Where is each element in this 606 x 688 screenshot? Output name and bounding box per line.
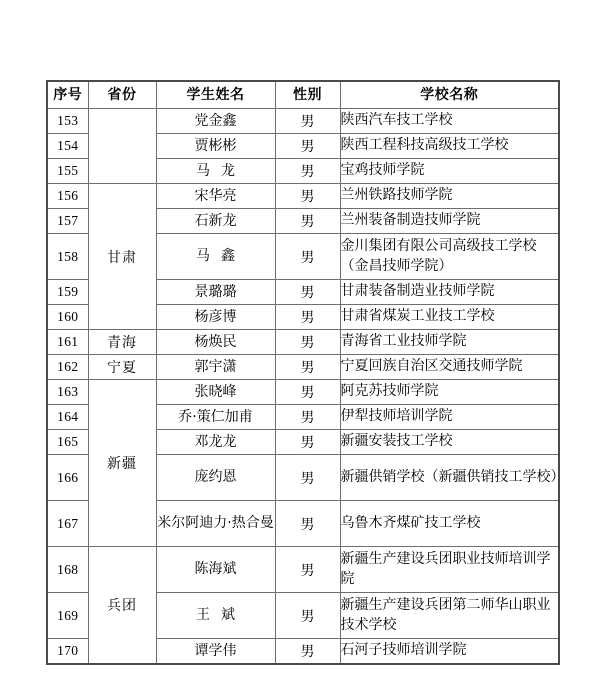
table-row: [47, 330, 559, 355]
cell-student-name: 景璐璐: [156, 280, 275, 305]
cell-school-name: 乌鲁木齐煤矿技工学校: [340, 501, 559, 547]
student-name-spaced: 马龙: [196, 162, 246, 179]
column-header-province: 省份: [88, 81, 156, 109]
cell-student-name: 杨彦博: [156, 305, 275, 330]
cell-gender: 男: [275, 405, 340, 430]
cell-school-name: 阿克苏技师学院: [340, 380, 559, 405]
cell-student-name: 石新龙: [156, 209, 275, 234]
cell-gender: 男: [275, 305, 340, 330]
cell-student-name: 党金鑫: [156, 109, 275, 134]
cell-index: 164: [47, 405, 88, 430]
cell-school-name: 兰州装备制造技师学院: [340, 209, 559, 234]
table-row: [47, 184, 559, 209]
cell-student-name: 乔·策仁加甫: [156, 405, 275, 430]
cell-school-name: 石河子技师培训学院: [340, 639, 559, 665]
cell-gender: 男: [275, 234, 340, 280]
cell-student-name: 庞约恩: [156, 455, 275, 501]
cell-province: 甘肃: [88, 184, 156, 330]
cell-student-name: 邓龙龙: [156, 430, 275, 455]
cell-student-name: [156, 159, 275, 184]
cell-student-name: 陈海斌: [156, 547, 275, 593]
cell-index: 154: [47, 134, 88, 159]
cell-school-name: 新疆生产建设兵团职业技师培训学院: [340, 547, 559, 593]
cell-province: [88, 109, 156, 184]
cell-index: 159: [47, 280, 88, 305]
cell-index: 153: [47, 109, 88, 134]
cell-index: 165: [47, 430, 88, 455]
cell-index: 163: [47, 380, 88, 405]
cell-index: 155: [47, 159, 88, 184]
cell-school-name: 新疆安装技工学校: [340, 430, 559, 455]
cell-index: 161: [47, 330, 88, 355]
cell-index: 168: [47, 547, 88, 593]
cell-gender: 男: [275, 330, 340, 355]
cell-school-name: 新疆供销学校（新疆供销技工学校）: [340, 455, 559, 501]
cell-index: 160: [47, 305, 88, 330]
cell-gender: 男: [275, 430, 340, 455]
cell-student-name: [156, 593, 275, 639]
table-row: [47, 109, 559, 134]
cell-student-name: 杨焕民: [156, 330, 275, 355]
cell-index: 162: [47, 355, 88, 380]
cell-gender: 男: [275, 380, 340, 405]
table-row: [47, 547, 559, 593]
cell-school-name: 宁夏回族自治区交通技师学院: [340, 355, 559, 380]
cell-index: 167: [47, 501, 88, 547]
column-header-student-name: 学生姓名: [156, 81, 275, 109]
cell-gender: 男: [275, 109, 340, 134]
cell-school-name: 甘肃省煤炭工业技工学校: [340, 305, 559, 330]
cell-gender: 男: [275, 593, 340, 639]
cell-student-name: 张晓峰: [156, 380, 275, 405]
cell-school-name: 新疆生产建设兵团第二师华山职业技术学校: [340, 593, 559, 639]
cell-province: 宁夏: [88, 355, 156, 380]
table-row: [47, 380, 559, 405]
cell-province: 青海: [88, 330, 156, 355]
cell-gender: 男: [275, 639, 340, 665]
document-page: [46, 80, 565, 665]
cell-gender: 男: [275, 134, 340, 159]
cell-school-name: 甘肃装备制造业技师学院: [340, 280, 559, 305]
cell-student-name: 贾彬彬: [156, 134, 275, 159]
cell-school-name: 陕西汽车技工学校: [340, 109, 559, 134]
student-name-spaced: 王斌: [196, 607, 246, 624]
table-row: [47, 355, 559, 380]
column-header-gender: 性别: [275, 81, 340, 109]
cell-gender: 男: [275, 355, 340, 380]
cell-gender: 男: [275, 455, 340, 501]
cell-student-name: [156, 234, 275, 280]
cell-index: 158: [47, 234, 88, 280]
table-header: [47, 81, 559, 109]
column-header-index: 序号: [47, 81, 88, 109]
cell-gender: 男: [275, 501, 340, 547]
table-body: [47, 109, 565, 665]
table-header-row: [47, 81, 559, 109]
cell-gender: 男: [275, 280, 340, 305]
cell-index: 157: [47, 209, 88, 234]
cell-gender: 男: [275, 184, 340, 209]
cell-gender: 男: [275, 159, 340, 184]
student-roster-table: [46, 80, 565, 665]
cell-student-name: 谭学伟: [156, 639, 275, 665]
cell-school-name: 兰州铁路技师学院: [340, 184, 559, 209]
cell-index: 156: [47, 184, 88, 209]
cell-school-name: 金川集团有限公司高级技工学校（金昌技师学院）: [340, 234, 559, 280]
cell-province: 兵团: [88, 547, 156, 665]
cell-school-name: 宝鸡技师学院: [340, 159, 559, 184]
cell-gender: 男: [275, 209, 340, 234]
cell-student-name: 宋华亮: [156, 184, 275, 209]
cell-school-name: 伊犁技师培训学院: [340, 405, 559, 430]
cell-student-name: 米尔阿迪力·热合曼: [156, 501, 275, 547]
cell-index: 166: [47, 455, 88, 501]
column-header-school-name: 学校名称: [340, 81, 559, 109]
cell-gender: 男: [275, 547, 340, 593]
cell-index: 170: [47, 639, 88, 665]
cell-student-name: 郭宇潇: [156, 355, 275, 380]
student-name-spaced: 马鑫: [196, 248, 246, 265]
cell-school-name: 陕西工程科技高级技工学校: [340, 134, 559, 159]
cell-school-name: 青海省工业技师学院: [340, 330, 559, 355]
cell-province: 新疆: [88, 380, 156, 547]
cell-index: 169: [47, 593, 88, 639]
